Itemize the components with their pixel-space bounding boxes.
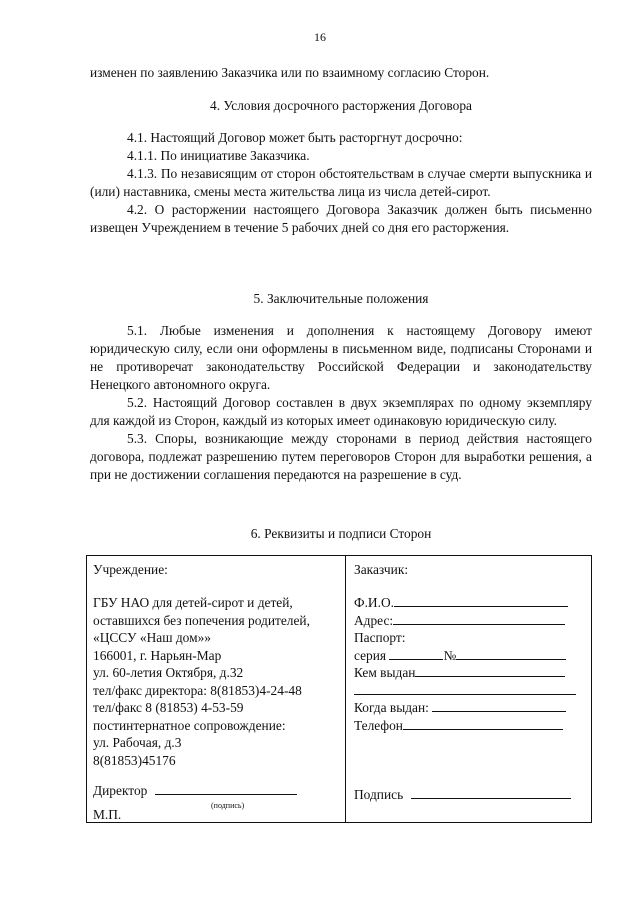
passport-label: Паспорт: [354, 630, 406, 645]
paragraph-4-2: 4.2. О расторжении настоящего Договора Заказчик должен быть письменно извещен Учреждением в течение 5 рабочих дней со дня его расторжения. [90, 202, 592, 235]
issued-when-row [354, 699, 566, 717]
paragraph-4-1-1: 4.1.1. По инициативе Заказчика. [127, 148, 310, 163]
address-field[interactable] [393, 612, 565, 625]
issued-by-continuation [354, 682, 576, 700]
customer-signature-line[interactable] [411, 786, 571, 799]
section-4-body [90, 129, 592, 237]
institution-line: 8(81853)45176 [93, 752, 176, 768]
institution-line: ул. 60-летия Октября, д.32 [93, 665, 244, 680]
institution-line: 166001, г. Нарьян-Мар [93, 647, 222, 663]
section-4-title: 4. Условия досрочного расторжения Договора [210, 98, 472, 113]
intro-line: изменен по заявлению Заказчика или по взаимному согласию Сторон. [90, 65, 490, 80]
paragraph-5-2: 5.2. Настоящий Договор составлен в двух экземплярах по одному экземпляру для каждой из Сторон, каждый из которых имеет одинаковую юридическую силу. [90, 395, 592, 428]
institution-line: «ЦССУ «Наш дом»» [93, 630, 211, 645]
fio-field[interactable] [394, 594, 568, 607]
section-5-title: 5. Заключительные положения [253, 291, 429, 306]
phone-label: Телефон [354, 717, 403, 733]
paragraph-4-1-3: 4.1.3. По независящим от сторон обстоятельствам в случае смерти выпускника и (или) наставника, смены места жительства лица из числа детей-сирот. [90, 166, 592, 199]
customer-header: Заказчик: [354, 562, 409, 577]
address-label: Адрес: [354, 612, 394, 628]
paragraph-4-1: 4.1. Настоящий Договор может быть расторгнут досрочно: [127, 130, 463, 145]
issued-when-field[interactable] [432, 699, 566, 712]
table-divider [345, 556, 346, 822]
director-signature-row [93, 782, 297, 800]
series-field[interactable] [389, 647, 443, 660]
institution-line: ГБУ НАО для детей-сирот и детей, [93, 595, 293, 610]
institution-line: оставшихся без попечения родителей, [93, 612, 310, 628]
issued-by-field-continued[interactable] [354, 682, 576, 695]
address-row [354, 612, 565, 630]
phone-field[interactable] [403, 717, 563, 730]
director-signature-line[interactable] [155, 782, 297, 795]
institution-line: тел/факс директора: 8(81853)4-24-48 [93, 682, 302, 698]
stamp-label: М.П. [93, 807, 122, 822]
customer-signature-label: Подпись [354, 787, 404, 802]
page-number: 16 [314, 30, 326, 44]
section-6-title: 6. Реквизиты и подписи Сторон [250, 526, 432, 541]
issued-when-label: Когда выдан: [354, 700, 429, 715]
paragraph-5-3: 5.3. Споры, возникающие между сторонами в период действия настоящего договора, подлежат разрешению путем переговоров Сторон для выработки решения, а при не достижении соглашения передаются на разрешение в суд. [90, 431, 592, 482]
fio-row [354, 594, 568, 612]
series-label: серия [354, 647, 387, 663]
section-5-body [90, 322, 592, 484]
phone-row [354, 717, 563, 735]
passport-series-row [354, 647, 566, 665]
number-field[interactable] [456, 647, 566, 660]
customer-signature-row [354, 786, 571, 804]
signature-caption: (подпись) [211, 801, 245, 810]
director-label: Директор [93, 783, 148, 798]
number-label: № [443, 647, 457, 663]
issued-by-field[interactable] [415, 664, 565, 677]
institution-header: Учреждение: [93, 562, 168, 577]
requisites-table [86, 555, 592, 823]
institution-line: ул. Рабочая, д.3 [93, 735, 182, 750]
paragraph-5-1: 5.1. Любые изменения и дополнения к настоящему Договору имеют юридическую силу, если они оформлены в письменном виде, подписаны Сторонами и не противоречат законодательству Российской Федерации и законодательству Ненецкого автономного округа. [90, 323, 592, 392]
issued-by-row [354, 664, 565, 682]
issued-by-label: Кем выдан [354, 665, 416, 680]
fio-label: Ф.И.О. [354, 595, 394, 610]
institution-line: тел/факс 8 (81853) 4-53-59 [93, 700, 244, 715]
institution-line: постинтернатное сопровождение: [93, 717, 286, 733]
